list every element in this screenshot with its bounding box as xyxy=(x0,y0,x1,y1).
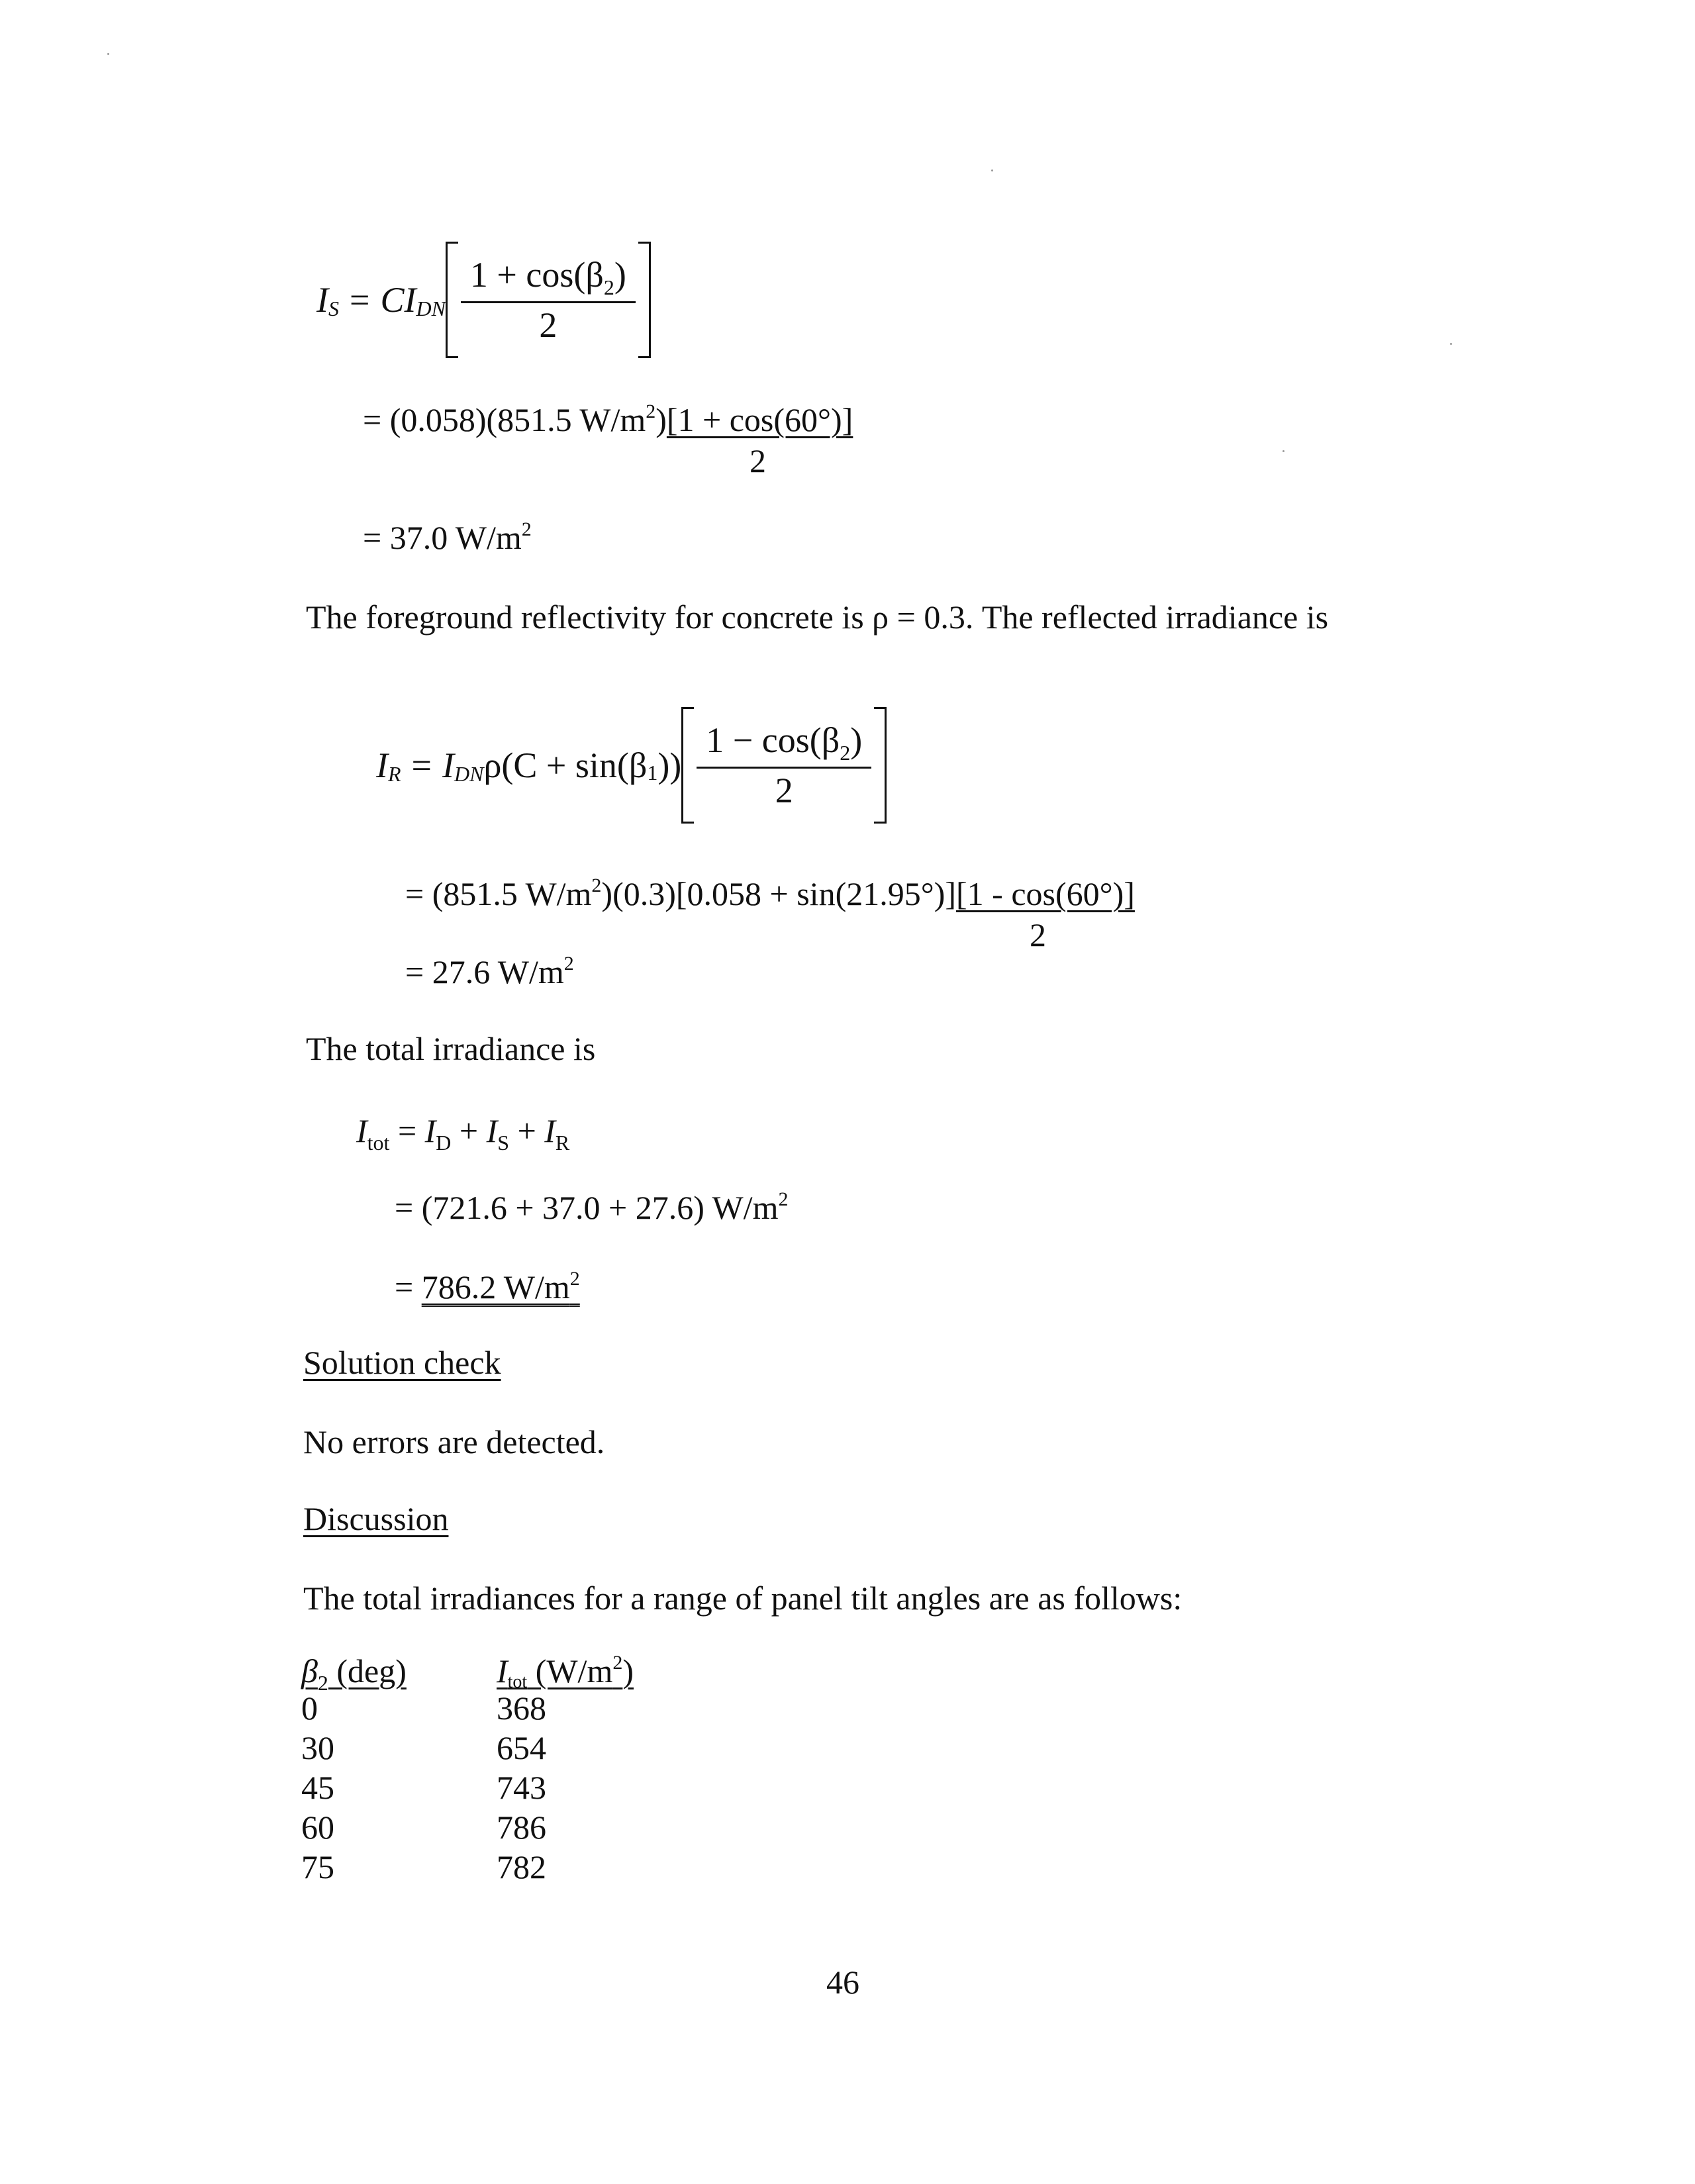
eq-tot-equals: = xyxy=(397,1112,425,1149)
eq-ir-lhs-sub: R xyxy=(387,762,401,786)
ir-result-text: = 27.6 W/m xyxy=(405,953,564,990)
heading-discussion: Discussion xyxy=(303,1500,449,1537)
eq-tot-term2: I xyxy=(486,1112,498,1149)
paragraph-reflect: The foreground reflectivity for concrete is ρ = 0.3. The reflected irradiance is xyxy=(306,598,1329,636)
eq-ir-rhs-sub: DN xyxy=(454,762,484,786)
eq-ir-rhs-rest: ρ(C + sin(β xyxy=(483,745,648,785)
tot-step1 xyxy=(395,1188,788,1233)
is-step1-mid: ) xyxy=(655,401,667,438)
table-header-beta-symbol: β xyxy=(301,1652,318,1689)
tot-result xyxy=(395,1267,580,1312)
eq-ir-fraction xyxy=(697,718,871,812)
eq-ir-num-close: ) xyxy=(850,720,863,760)
discussion-text: The total irradiances for a range of panel tilt angles are as follows: xyxy=(303,1580,1183,1617)
check-text: No errors are detected. xyxy=(303,1423,605,1460)
table-row-itot: 368 xyxy=(497,1689,546,1727)
tot-step1-sup: 2 xyxy=(778,1188,789,1210)
ir-step1-denominator: 2 xyxy=(1030,916,1046,953)
is-result xyxy=(363,518,532,563)
ir-step1-prefix: = (851.5 W/m xyxy=(405,875,592,912)
eq-tot-plus2: + xyxy=(509,1112,545,1149)
tilt-irradiance-table xyxy=(0,1651,1695,1916)
scan-speck xyxy=(1283,450,1284,452)
table-header-itot-sub: tot xyxy=(507,1672,528,1692)
eq-tot-term3: I xyxy=(544,1112,556,1149)
table-row-itot: 782 xyxy=(497,1848,546,1885)
heading-solution-check: Solution check xyxy=(303,1344,501,1381)
right-bracket xyxy=(874,707,887,824)
ir-step1-mid: )(0.3)[0.058 + sin(21.95°)] xyxy=(601,875,957,912)
is-result-sup: 2 xyxy=(521,518,532,540)
ir-result xyxy=(405,952,574,997)
eq-tot-term2-sub: S xyxy=(497,1131,510,1155)
is-step1-denominator: 2 xyxy=(750,442,766,479)
ir-step1 xyxy=(405,874,1135,919)
eq-is-lhs: I xyxy=(316,279,328,320)
scan-speck xyxy=(107,53,109,55)
is-result-text: = 37.0 W/m xyxy=(363,519,522,556)
eq-is-rhs: CI xyxy=(380,279,416,320)
table-header-itot-close: ) xyxy=(622,1652,634,1689)
table-header-itot-unit: (W/m xyxy=(527,1652,613,1689)
table-row-itot: 743 xyxy=(497,1769,546,1806)
eq-ir-lhs: I xyxy=(376,745,388,785)
is-step1-frac-num: [1 + cos(60°)] xyxy=(666,401,853,438)
table-row-itot: 654 xyxy=(497,1729,546,1766)
table-row-beta: 75 xyxy=(301,1848,334,1885)
eq-is-num-sub: 2 xyxy=(603,275,614,299)
equation-ir xyxy=(376,707,887,823)
is-step1-prefix: = (0.058)(851.5 W/m xyxy=(363,401,646,438)
eq-is-num-close: ) xyxy=(614,254,626,295)
right-bracket xyxy=(638,242,651,358)
eq-tot-plus1: + xyxy=(451,1112,487,1149)
is-step1-sup: 2 xyxy=(646,401,656,422)
table-header-beta-unit: (deg) xyxy=(328,1652,407,1689)
eq-tot-term3-sub: R xyxy=(555,1131,570,1155)
ir-step1-sup: 2 xyxy=(591,875,602,896)
eq-is-rhs-sub: DN xyxy=(416,297,446,320)
eq-ir-rhs-sub2: 1 xyxy=(647,761,658,784)
ir-step1-frac-num: [1 - cos(60°)] xyxy=(956,875,1135,912)
eq-tot-term1-sub: D xyxy=(436,1131,452,1155)
left-bracket xyxy=(681,707,694,824)
left-bracket xyxy=(446,242,458,358)
tot-result-equals: = xyxy=(395,1268,422,1306)
eq-tot-lhs-sub: tot xyxy=(367,1131,390,1155)
scan-speck xyxy=(991,169,993,171)
equation-itot xyxy=(356,1111,569,1155)
eq-ir-rhs-i: I xyxy=(442,745,454,785)
tot-step1-text: = (721.6 + 37.0 + 27.6) W/m xyxy=(395,1189,779,1226)
eq-is-numerator: 1 + cos(β xyxy=(469,254,604,295)
tot-result-sup: 2 xyxy=(569,1268,580,1290)
eq-ir-numerator: 1 − cos(β xyxy=(706,720,840,760)
eq-ir-num-sub: 2 xyxy=(840,740,851,765)
equals-sign: = xyxy=(349,279,370,320)
eq-ir-rhs-close: )) xyxy=(657,745,682,785)
page-number: 46 xyxy=(826,1964,859,2001)
eq-ir-denominator: 2 xyxy=(775,770,793,810)
table-row-beta: 60 xyxy=(301,1809,334,1846)
table-header-itot-sup: 2 xyxy=(612,1652,623,1674)
is-step1 xyxy=(363,400,853,445)
table-row-beta: 30 xyxy=(301,1729,334,1766)
table-row-itot: 786 xyxy=(497,1809,546,1846)
eq-is-lhs-sub: S xyxy=(328,297,339,320)
equals-sign: = xyxy=(411,745,432,785)
eq-tot-lhs: I xyxy=(356,1112,367,1149)
eq-is-denominator: 2 xyxy=(539,305,557,345)
table-header-itot-symbol: I xyxy=(497,1652,508,1689)
table-header-beta-sub: 2 xyxy=(317,1671,328,1695)
eq-tot-term1: I xyxy=(424,1112,436,1149)
scan-speck xyxy=(1450,343,1452,345)
eq-is-fraction xyxy=(461,253,636,347)
paragraph-total: The total irradiance is xyxy=(306,1030,596,1067)
table-row-beta: 0 xyxy=(301,1689,318,1727)
ir-result-sup: 2 xyxy=(563,953,574,974)
tot-result-text: 786.2 W/m xyxy=(421,1268,570,1306)
equation-is xyxy=(316,242,651,357)
table-row-beta: 45 xyxy=(301,1769,334,1806)
